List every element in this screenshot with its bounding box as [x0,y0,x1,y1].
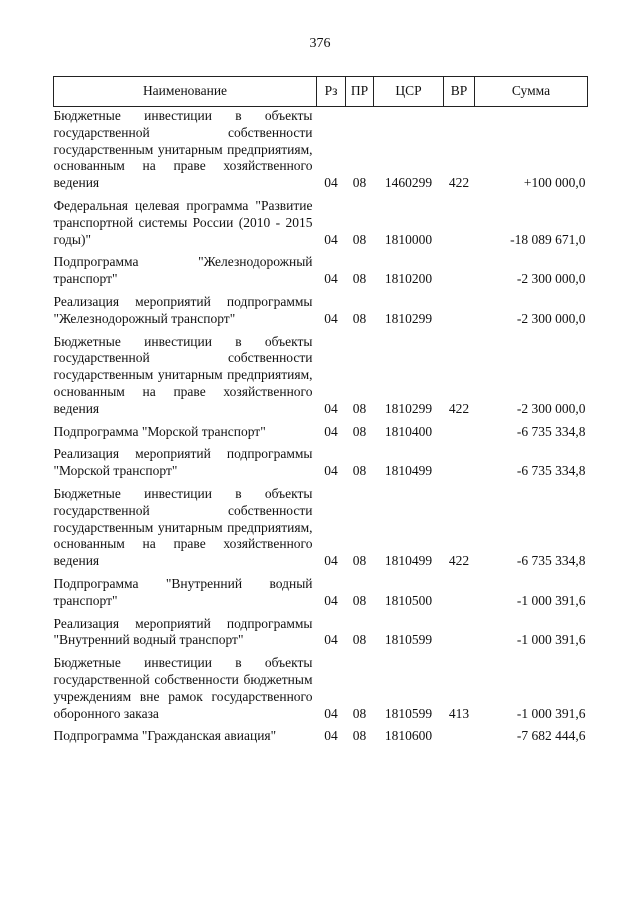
row-vr: 422 [448,400,470,416]
row-rz: 04 [324,592,338,608]
row-sum: -1 000 391,6 [516,705,586,721]
row-csr: 1810400 [384,423,433,439]
row-rz: 04 [324,271,338,287]
row-rz: 04 [324,705,338,721]
row-pr: 08 [352,463,367,479]
row-csr: 1810200 [384,271,433,287]
row-name: Бюджетные инвестиции в объекты государственной собственности государственным унитарным предприятиям, основанным на праве хозяйственного ведения [53,108,313,191]
row-vr [444,288,475,328]
row-pr: 08 [352,175,367,191]
row-csr: 1810599 [384,705,433,721]
row-pr: 08 [352,553,367,569]
row-rz: 04 [324,463,338,479]
row-csr: 1810000 [384,231,433,247]
row-sum: -6 735 334,8 [516,553,586,569]
row-csr: 1810299 [384,400,433,416]
row-vr [444,192,475,248]
row-csr: 1810599 [384,632,433,648]
row-pr: 08 [352,231,367,247]
row-name: Подпрограмма "Гражданская авиация" [53,728,277,744]
page-number: 376 [309,36,331,51]
row-rz: 04 [324,553,338,569]
row-sum: -1 000 391,6 [516,632,586,648]
row-name: Подпрограмма "Железнодорожный транспорт" [53,254,313,287]
row-vr: 422 [448,175,470,191]
table-row [54,192,588,248]
table-row [54,480,588,570]
row-rz: 04 [324,231,338,247]
table-row [54,288,588,328]
row-vr [444,248,475,288]
row-rz: 04 [324,400,338,416]
row-name: Бюджетные инвестиции в объекты государственной собственности государственным унитарным предприятиям, основанным на праве хозяйственного ведения [53,333,313,416]
header-rz: Рз [317,77,346,107]
row-vr [444,418,475,441]
row-rz: 04 [324,423,338,439]
row-pr: 08 [352,271,367,287]
row-sum: -6 735 334,8 [516,423,586,439]
row-name: Реализация мероприятий подпрограммы "Внутренний водный транспорт" [53,615,313,648]
row-csr: 1460299 [384,175,433,191]
table-row [54,328,588,418]
row-sum: -1 000 391,6 [516,592,586,608]
budget-table [53,76,588,745]
row-pr: 08 [352,592,367,608]
row-rz: 04 [324,310,338,326]
row-vr [444,570,475,610]
row-name: Реализация мероприятий подпрограммы "Железнодорожный транспорт" [53,293,313,326]
row-rz: 04 [324,728,338,744]
row-sum: -18 089 671,0 [510,231,586,247]
table-row [54,649,588,722]
header-vr: ВР [444,77,475,107]
row-sum: -2 300 000,0 [516,400,586,416]
row-csr: 1810499 [384,553,433,569]
row-sum: +100 000,0 [523,175,586,191]
row-vr [444,610,475,650]
header-name: Наименование [54,77,317,107]
header-pr: ПР [346,77,374,107]
row-csr: 1810500 [384,592,433,608]
row-name: Подпрограмма "Внутренний водный транспорт" [53,575,313,608]
row-csr: 1810499 [384,463,433,479]
row-sum: -2 300 000,0 [516,271,586,287]
row-sum: -7 682 444,6 [516,728,586,744]
row-csr: 1810600 [384,728,433,744]
row-name: Бюджетные инвестиции в объекты государственной собственности бюджетным учреждениям вне рамок государственного оборонного заказа [53,655,313,721]
row-csr: 1810299 [384,310,433,326]
table-row [54,722,588,745]
row-pr: 08 [352,423,367,439]
row-name: Подпрограмма "Морской транспорт" [53,423,266,439]
table-row [54,610,588,650]
row-vr: 413 [448,705,470,721]
row-rz: 04 [324,632,338,648]
header-csr: ЦСР [374,77,444,107]
row-pr: 08 [352,728,367,744]
row-name: Реализация мероприятий подпрограммы "Морской транспорт" [53,446,313,479]
row-name: Федеральная целевая программа "Развитие транспортной системы России (2010 - 2015 годы)" [53,197,313,247]
row-vr [444,722,475,745]
row-vr [444,440,475,480]
row-pr: 08 [352,310,367,326]
table-row [54,418,588,441]
table-row [54,248,588,288]
header-sum: Сумма [475,77,588,107]
row-sum: -6 735 334,8 [516,463,586,479]
table-row [54,107,588,192]
row-pr: 08 [352,705,367,721]
row-pr: 08 [352,632,367,648]
table-row [54,440,588,480]
table-row [54,570,588,610]
row-name: Бюджетные инвестиции в объекты государственной собственности государственным унитарным предприятиям, основанным на праве хозяйственного ведения [53,485,313,569]
row-pr: 08 [352,400,367,416]
row-vr: 422 [448,553,470,569]
row-rz: 04 [324,175,338,191]
table-header-row [54,77,588,107]
row-sum: -2 300 000,0 [516,310,586,326]
